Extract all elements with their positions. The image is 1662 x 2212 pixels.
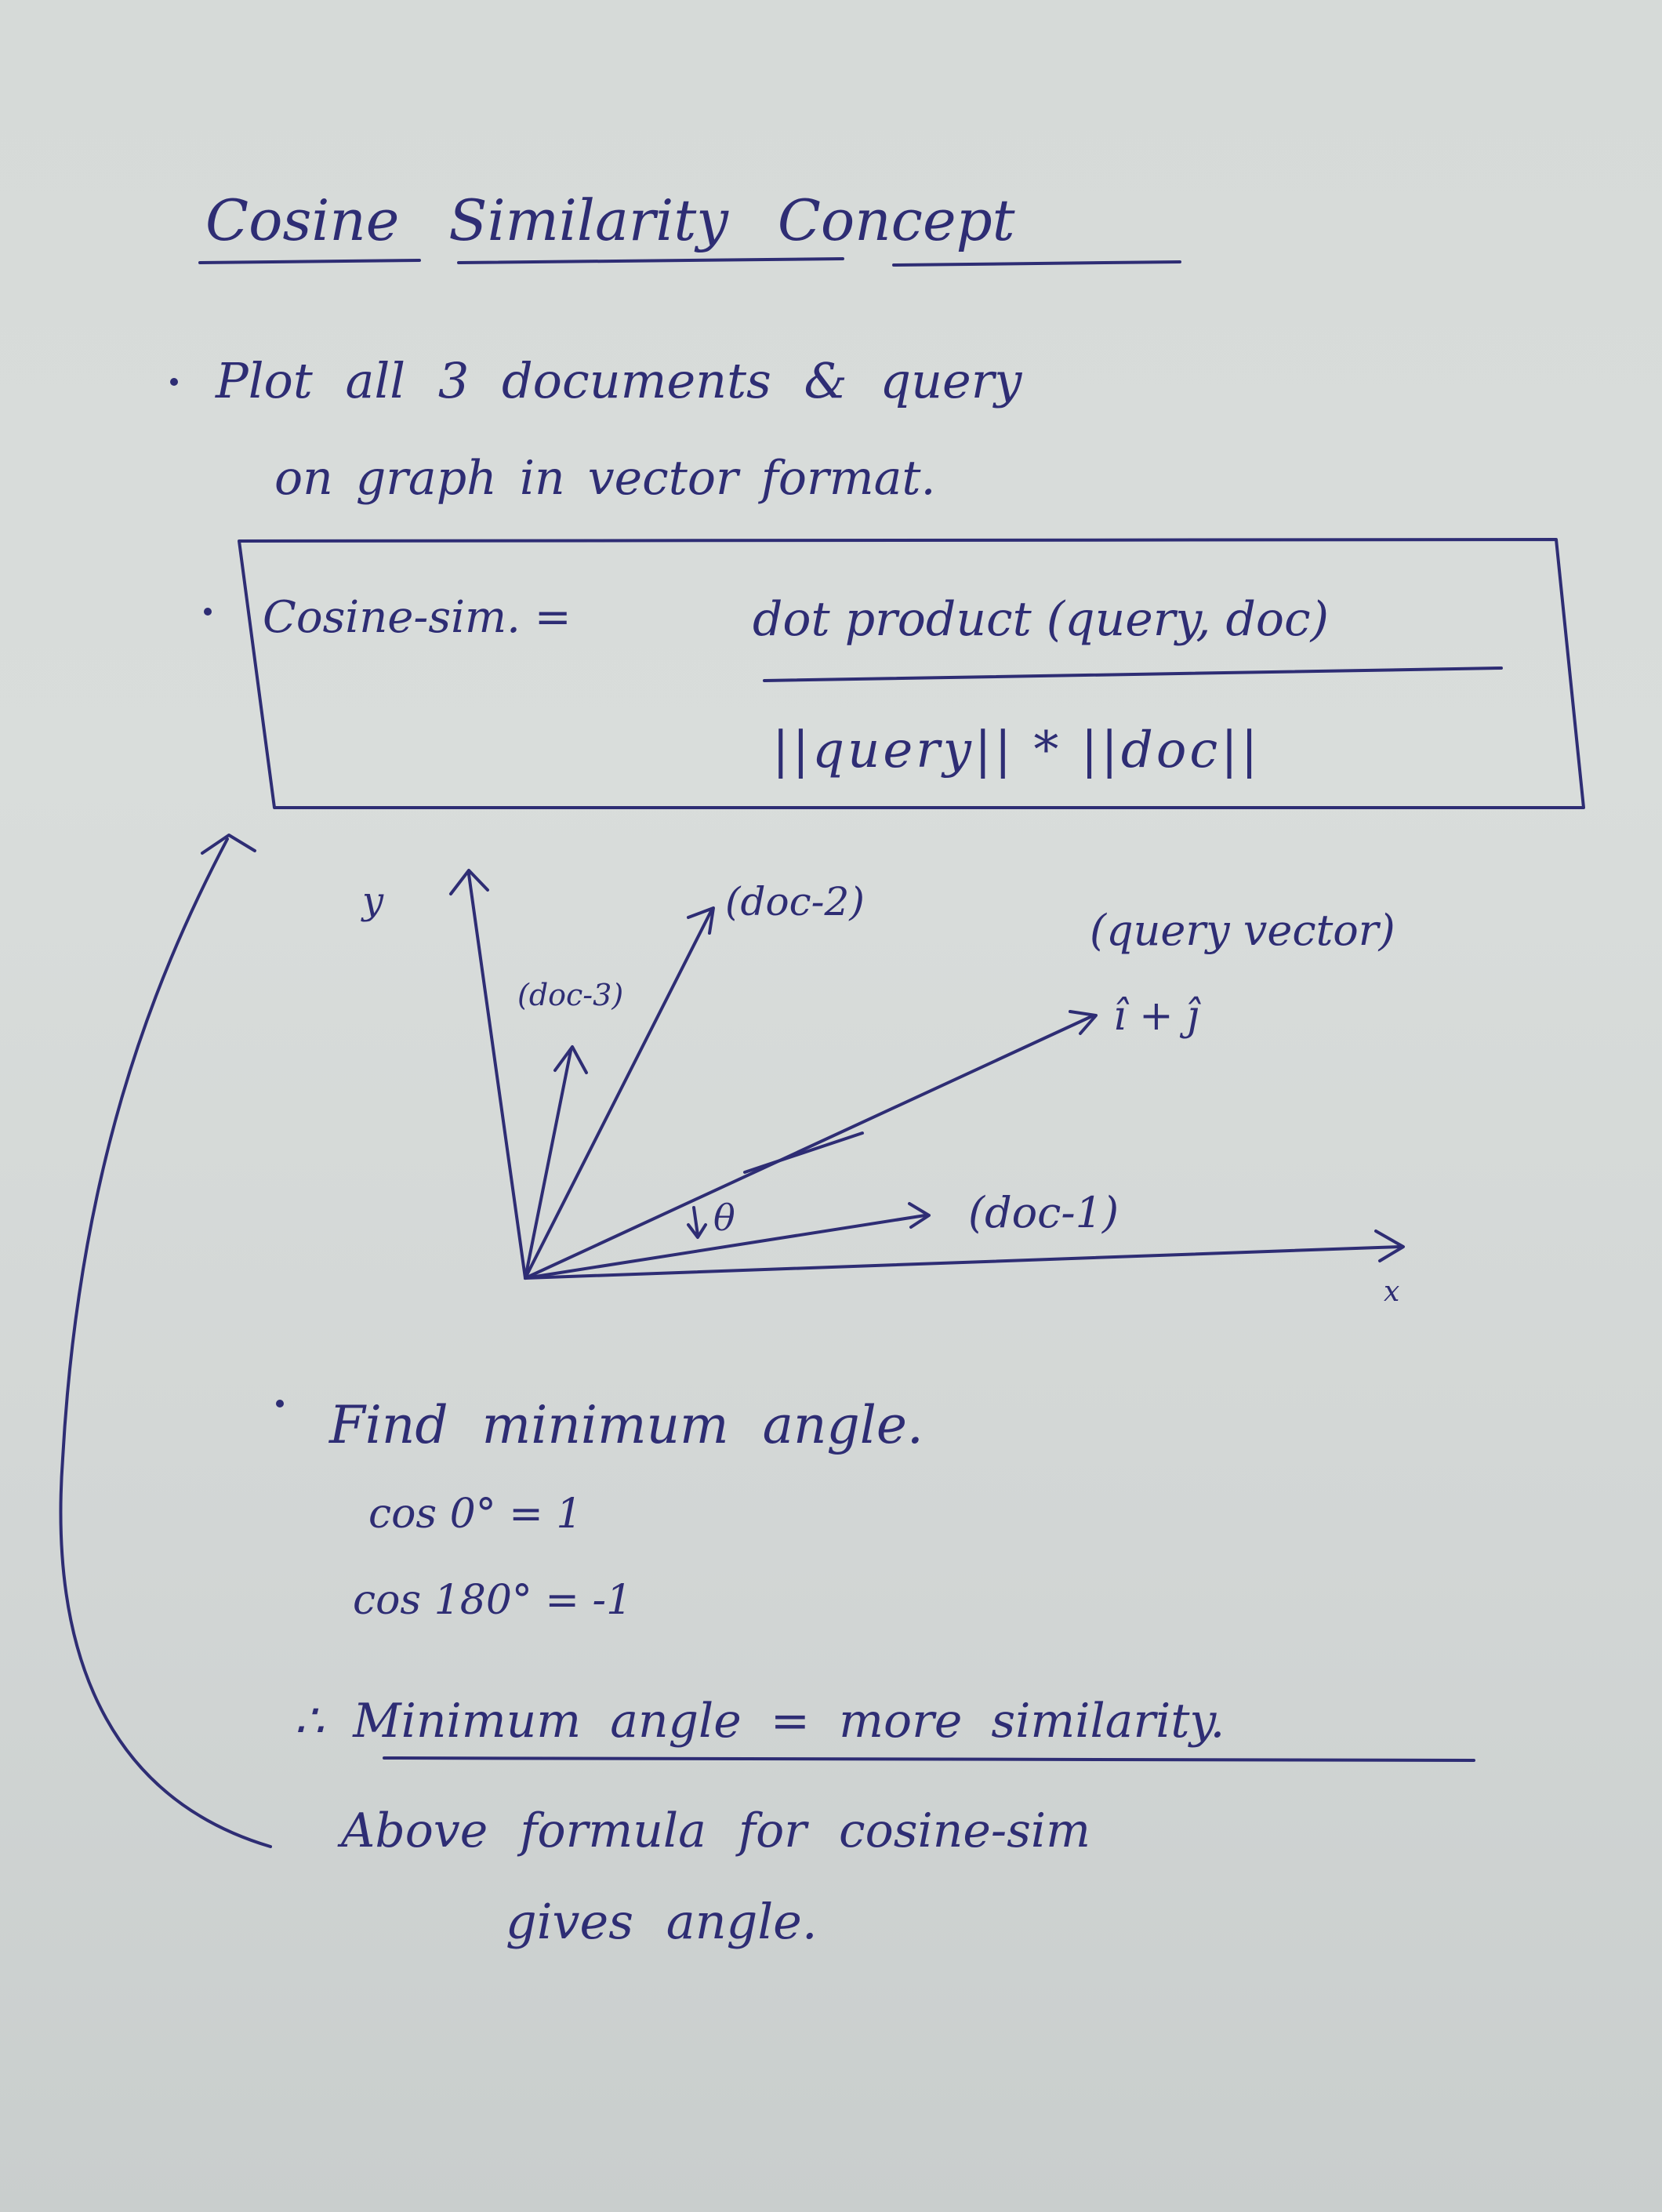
y-axis bbox=[469, 874, 525, 1278]
bullet-dot-2 bbox=[204, 608, 212, 616]
doc2-vector bbox=[525, 910, 712, 1278]
conclusion-underline bbox=[384, 1758, 1474, 1760]
title-underline-2 bbox=[459, 259, 843, 263]
formula-denominator: ||query|| * ||doc|| bbox=[772, 721, 1261, 779]
query-arrowhead bbox=[1070, 1012, 1096, 1033]
doc1-label: (doc-1) bbox=[968, 1188, 1119, 1237]
bullet-dot-3 bbox=[276, 1400, 284, 1407]
above-formula-line1: Above formula for cosine-sim bbox=[341, 1803, 1091, 1858]
plot-text-line1: Plot all 3 documents & query bbox=[216, 352, 1022, 409]
formula-label: Cosine-sim. = bbox=[263, 592, 572, 643]
formula-numerator: dot product (query, doc) bbox=[753, 592, 1330, 647]
title-underline-3 bbox=[894, 262, 1180, 265]
doc2-label: (doc-2) bbox=[725, 879, 865, 924]
cos-zero: cos 0° = 1 bbox=[368, 1491, 582, 1538]
cos-180: cos 180° = -1 bbox=[353, 1577, 633, 1624]
back-arrow bbox=[60, 839, 270, 1847]
plot-text-line2: on graph in vector format. bbox=[274, 451, 936, 506]
doc3-arrowhead bbox=[555, 1047, 586, 1073]
doc3-vector bbox=[525, 1051, 571, 1278]
above-formula-line2: gives angle. bbox=[506, 1893, 818, 1950]
query-expr: î + ĵ bbox=[1113, 993, 1199, 1040]
query-overstroke bbox=[745, 1133, 862, 1172]
back-arrow-head bbox=[202, 835, 255, 853]
x-axis-label: x bbox=[1384, 1276, 1400, 1308]
conclusion-text: ∴ Minimum angle = more similarity. bbox=[294, 1694, 1225, 1749]
bullet-dot-1 bbox=[170, 378, 178, 386]
title-underline-1 bbox=[200, 260, 419, 263]
fraction-bar bbox=[764, 668, 1501, 681]
query-vector bbox=[525, 1015, 1094, 1278]
theta-label: θ bbox=[713, 1197, 735, 1239]
x-axis bbox=[525, 1247, 1399, 1278]
doc3-label: (doc-3) bbox=[517, 978, 624, 1012]
query-label: (query vector) bbox=[1090, 906, 1395, 955]
find-min-angle: Find minimum angle. bbox=[329, 1395, 924, 1455]
y-axis-label: y bbox=[362, 879, 384, 923]
page-title: Cosine Similarity Concept bbox=[205, 187, 1015, 253]
